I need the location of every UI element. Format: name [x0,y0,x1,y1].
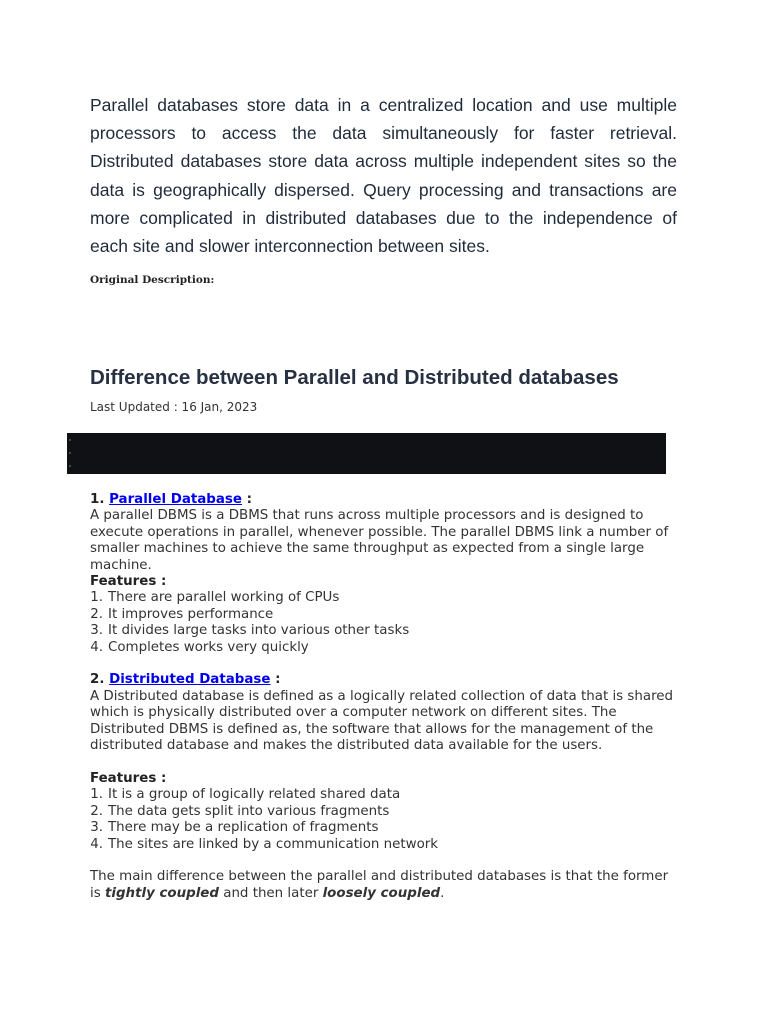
list-item-text: It divides large tasks into various other tasks [108,623,410,639]
list-item [90,820,680,836]
loosely-coupled-emphasis: loosely coupled [322,885,441,901]
list-number: 2. [90,803,103,819]
list-item [90,607,680,623]
article-title: Difference between Parallel and Distributed databases [90,366,619,389]
list-item-text: There are parallel working of CPUs [108,590,340,606]
list-number: 4. [90,836,103,852]
list-number: 4. [90,639,103,655]
document-abstract: Parallel databases store data in a centralized location and use multiple processors to access the data simultaneously for faster retrieval. Distributed databases store data across multiple independent sites so the data is geographically dispersed. Query processing and transactions are more complicated in distributed databases due to the independence of each site and slower interconnection between sites. [90,95,677,257]
list-number: 3. [90,820,103,836]
list-number: 1. [90,787,103,803]
list-item-text: The data gets split into various fragments [108,803,390,819]
tightly-coupled-emphasis: tightly coupled [104,885,219,901]
distributed-features-list [90,787,680,853]
list-number: 1. [90,590,103,606]
article-content [90,492,680,902]
conclusion-text: and then later [218,885,323,901]
parallel-database-description: A parallel DBMS is a DBMS that runs across multiple processors and is designed to execute operations in parallel, whenever possible. The parallel DBMS link a number of smaller machines to achieve the same throughput as expected from a single large machine. [90,508,669,573]
embedded-media-bar [67,433,666,474]
list-item [90,804,680,820]
list-item-text: There may be a replication of fragments [108,820,379,836]
bar-dot [69,465,71,467]
conclusion-paragraph [90,869,680,902]
parallel-features-heading: Features : [90,574,167,590]
list-item [90,640,680,656]
list-item [90,787,680,803]
list-item-text: It improves performance [108,606,274,622]
conclusion-text: The main difference between the parallel and distributed databases is that the former is [90,869,669,901]
section-suffix: : [246,492,253,507]
bar-dot [69,452,71,454]
list-number: 2. [90,606,103,622]
parallel-database-link[interactable]: Parallel Database [109,492,242,507]
list-item [90,623,680,639]
conclusion-text: . [440,885,445,901]
list-item [90,837,680,853]
section-heading-distributed [90,672,680,688]
distributed-database-link[interactable]: Distributed Database [109,672,271,688]
list-item-text: It is a group of logically related shared data [108,787,401,803]
section-number: 1. [90,492,105,507]
distributed-features-heading: Features : [90,770,167,786]
section-number: 2. [90,672,105,688]
list-item-text: The sites are linked by a communication network [108,836,439,852]
section-heading-parallel [90,492,680,508]
list-item [90,590,680,606]
list-number: 3. [90,623,103,639]
section-suffix: : [275,672,281,688]
original-description-label: Original Description: [90,274,215,286]
last-updated-text: Last Updated : 16 Jan, 2023 [90,400,258,414]
bar-dot [69,439,71,441]
parallel-features-list [90,590,680,656]
distributed-database-description: A Distributed database is defined as a logically related collection of data that is shared which is physically distributed over a computer network on different sites. The Distributed DBMS is defined as, the software that allows for the management of the distributed database and makes the distributed data available for the users. [90,688,674,754]
list-item-text: Completes works very quickly [108,639,309,655]
